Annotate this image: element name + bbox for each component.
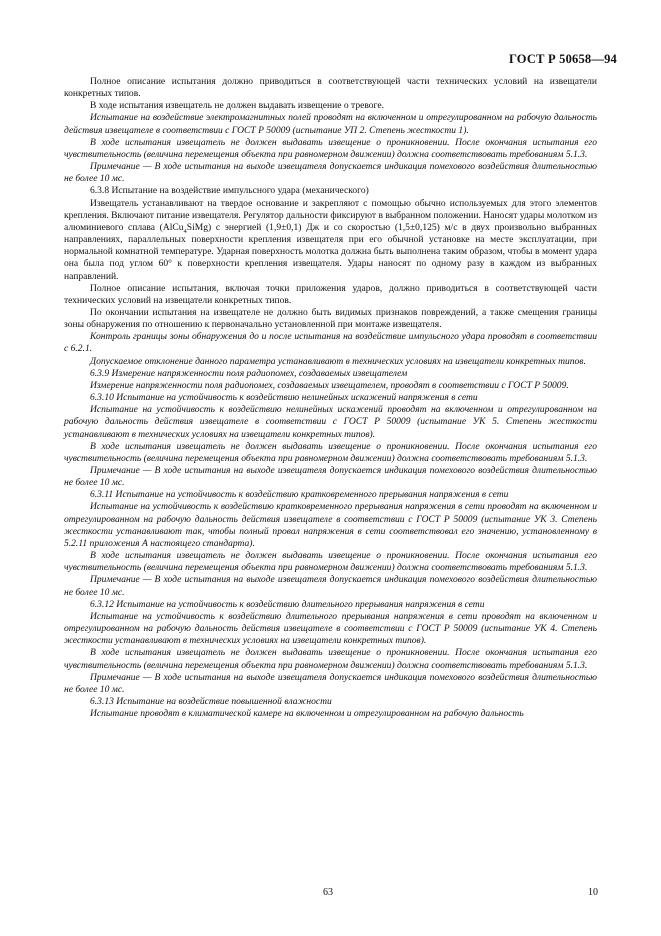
document-body <box>64 76 597 720</box>
note: Примечание — В ходе испытания на выходе извещателя допускается индикация помехового воздействия длительностью не более 10 мс. <box>64 574 597 598</box>
paragraph: Испытание на устойчивость к воздействию длительного прерывания напряжения в сети проводят на включенном и отрегулированном на рабочую дальность действия извещателе в соответствии с ГОСТ Р 50009 (испытание УК 4. Степень жесткости устанавливают в технических условиях на извещатели конкретных типов). <box>64 610 597 647</box>
paragraph: В ходе испытания извещатель не должен выдавать извещение о проникновении. После окончания испытания его чувствительность (величина перемещения объекта при равномерном движении) должна соответствовать требованиям 5.1.3. <box>64 440 597 464</box>
note: Примечание — В ходе испытания на выходе извещателя допускается индикация помехового воздействия длительностью не более 10 мс. <box>64 671 597 695</box>
section-heading: 6.3.8 Испытание на воздействие импульсного удара (механического) <box>90 185 369 197</box>
section-heading: 6.3.11 Испытание на устойчивость к воздействию кратковременного прерывания напряжения в сети <box>90 489 509 501</box>
paragraph: Испытание проводят в климатической камере на включенном и отрегулированном на рабочую дальность <box>90 708 524 720</box>
text-segment: Извещатель устанавливают на твердое основание и закрепляют с помощью обычно используемых для этого элементов крепления. Включают питание извещателя. Регулятор дальности фиксируют в выбранном положении. Наносят удары молотком из алюминиевого сплава (AlCu <box>64 197 597 233</box>
paragraph: Испытание на устойчивость к воздействию нелинейных искажений проводят на включенном и отрегулированном на рабочую дальность действия извещателе в соответствии с ГОСТ Р 50009 (испытание УК 5. Степень жесткости устанавливают в технических условиях на извещатели конкретных типов). <box>64 404 597 440</box>
paragraph: В ходе испытания извещатель не должен выдавать извещение о проникновении. После окончания испытания его чувствительность (величина перемещения объекта при равномерном движении) должна соответствовать требованиям 5.1.3. <box>64 647 597 671</box>
note: Примечание — В ходе испытания на выходе извещателя допускается индикация помехового воздействия длительностью не более 10 мс. <box>64 465 597 489</box>
note: Примечание — В ходе испытания на выходе извещателя допускается индикация помехового воздействия длительностью не более 10 мс. <box>64 161 597 185</box>
paragraph: В ходе испытания извещатель не должен выдавать извещение о тревоге. <box>90 100 384 112</box>
section-heading: 6.3.10 Испытание на устойчивость к воздействию нелинейных искажений напряжения в сети <box>90 392 478 404</box>
paragraph: Полное описание испытания, включая точки приложения ударов, должно приводиться в соответствующей части технических условий на извещатели конкретных типов. <box>64 282 597 306</box>
paragraph: Испытание на воздействие электромагнитных полей проводят на включенном и отрегулированном на рабочую дальность действия извещателе в соответствии с ГОСТ Р 50009 (испытание УП 2. Степень жесткости 1). <box>64 112 597 136</box>
paragraph: По окончании испытания на извещателе не должно быть видимых признаков повреждений, а также смещения границы зоны обнаружения по отношению к первоначально установленной при монтаже извещателя. <box>64 306 597 331</box>
subscript: 4 <box>183 227 187 235</box>
paragraph: Измерение напряженности поля радиопомех, создаваемых извещателем, проводят в соответствии с ГОСТ Р 50009. <box>90 379 569 391</box>
paragraph: Испытание на устойчивость к воздействию кратковременного прерывания напряжения в сети проводят на включенном и отрегулированном на рабочую дальность действия извещателе в соответствии с ГОСТ Р 50009 (испытание УК 3. Степень жесткости устанавливают так, чтобы полный провал напряжения в сети соответствовал его значению, установленному в 5.2.11 приложения А настоящего стандарта). <box>64 501 597 549</box>
section-heading: 6.3.9 Измерение напряженности поля радиопомех, создаваемых извещателем <box>90 367 408 379</box>
section-heading: 6.3.12 Испытание на устойчивость к воздействию длительного прерывания напряжения в сети <box>90 598 485 610</box>
document-header: ГОСТ Р 50658—94 <box>508 52 617 66</box>
paragraph: Контроль границы зоны обнаружения до и после испытания на воздействие импульсного удара проводят в соответствии с 6.2.1. <box>64 331 597 355</box>
paragraph: В ходе испытания извещатель не должен выдавать извещение о проникновении. После окончания испытания его чувствительность (величина перемещения объекта при равномерном движении) должна соответствовать требованиям 5.1.3. <box>64 550 597 574</box>
text-segment: SiMg) с энергией (1,9±0,1) Дж и со скоростью (1,5±0,125) м/с в двух произвольно выбранных направлениях, параллельных поверхности крепления извещателя при его обычной установке на месте эксплуатации, при нормальной комнатной температуре. Ударная поверхность молотка должна быть выполнена таким образом, чтобы в момент удара она была под углом 60° к поверхности крепления извещателя. Удары наносят по одному разу в каждом из выбранных направлений. <box>64 221 597 282</box>
section-heading: 6.3.13 Испытание на воздействие повышенной влажности <box>90 695 332 707</box>
paragraph: Допускаемое отклонение данного параметра устанавливают в технических условиях на извещатели конкретных типов. <box>90 355 586 367</box>
page-number-right: 10 <box>588 887 598 898</box>
page-number-center: 63 <box>323 887 333 898</box>
paragraph: В ходе испытания извещатель не должен выдавать извещение о проникновении. После окончания испытания его чувствительность (величина перемещения объекта при равномерном движении) должна соответствовать требованиям 5.1.3. <box>64 136 597 160</box>
paragraph: Полное описание испытания должно приводиться в соответствующей части технических условий на извещатели конкретных типов. <box>64 76 597 100</box>
paragraph <box>64 198 597 283</box>
